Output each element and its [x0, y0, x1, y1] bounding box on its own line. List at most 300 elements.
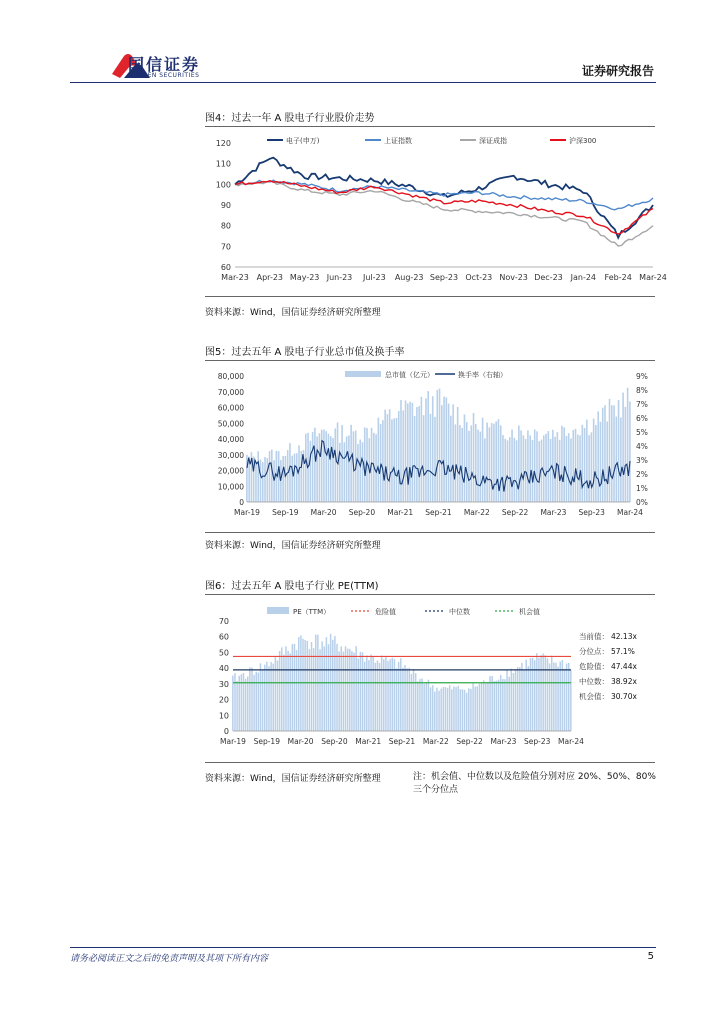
market-cap-bar [421, 397, 423, 502]
market-cap-bar [504, 439, 506, 502]
x-tick-label: Mar-23 [540, 508, 567, 517]
market-cap-bar [575, 429, 577, 502]
pe-bar [536, 653, 538, 731]
market-cap-bar [280, 460, 282, 502]
market-cap-bar [577, 435, 579, 502]
market-cap-bar [625, 407, 627, 502]
pe-bar [462, 689, 464, 731]
market-cap-bar [502, 435, 504, 502]
market-cap-bar [586, 420, 588, 502]
pe-bar [466, 693, 468, 731]
legend-label: 深证成指 [479, 137, 507, 145]
market-cap-bar [325, 431, 327, 502]
pe-bar [311, 642, 313, 731]
market-cap-bar [418, 406, 420, 502]
y2-tick-label: 5% [636, 428, 648, 437]
pe-bar [532, 658, 534, 731]
market-cap-bar [436, 390, 438, 502]
market-cap-bar [398, 411, 400, 502]
pe-bar [521, 663, 523, 731]
annotation-value: 42.13x [611, 632, 637, 641]
market-cap-bar [611, 405, 613, 502]
market-cap-bar [606, 422, 608, 502]
y2-tick-label: 7% [636, 400, 648, 409]
market-cap-bar [593, 419, 595, 502]
market-cap-bar [536, 431, 538, 502]
market-cap-bar [285, 456, 287, 502]
series-line [235, 181, 653, 246]
figure-5-title: 图5：过去五年 A 股电子行业总市值及换手率 [205, 347, 405, 358]
y-tick-label: 10 [218, 711, 229, 721]
pe-bar [487, 682, 489, 731]
market-cap-bar [348, 436, 350, 502]
market-cap-bar [450, 416, 452, 502]
market-cap-bar [470, 425, 472, 502]
y-tick-label: 90 [220, 201, 231, 210]
pe-bar [432, 685, 434, 731]
annotation-label: 当前值： [579, 632, 609, 641]
market-cap-bar [439, 389, 441, 502]
pe-bar [438, 691, 440, 731]
market-cap-bar [563, 427, 565, 502]
pe-bar [372, 656, 374, 731]
x-tick-label: Mar-22 [422, 737, 449, 746]
annotation-label: 危险值： [579, 662, 609, 671]
pe-bar [264, 665, 266, 731]
market-cap-bar [491, 423, 493, 502]
market-cap-bar [595, 425, 597, 502]
figure-4-source: 资料来源：Wind，国信证券经济研究所整理 [205, 308, 381, 318]
logo-english-name: GUOSEN SECURITIES [128, 72, 200, 79]
market-cap-bar [405, 400, 407, 502]
pe-bar [417, 681, 419, 731]
pe-bar [338, 651, 340, 731]
pe-bar [272, 664, 274, 731]
y-tick-label: 80 [220, 221, 231, 231]
market-cap-bar [310, 441, 312, 502]
stock-trend-chart [205, 128, 667, 290]
market-cap-bar [495, 421, 497, 502]
y2-tick-label: 1% [636, 484, 648, 493]
x-tick-label: Mar-20 [287, 737, 314, 746]
pe-bar [436, 688, 438, 731]
market-cap-bar [380, 424, 382, 502]
figure-5-source: 资料来源：Wind，国信证券经济研究所整理 [205, 541, 381, 551]
pe-bar [392, 658, 394, 731]
market-cap-bar [550, 439, 552, 502]
annotation-value: 47.44x [611, 662, 637, 671]
pe-bar [553, 662, 555, 731]
y-tick-label: 60 [218, 632, 229, 642]
market-cap-bar [518, 426, 520, 502]
pe-bar [515, 669, 517, 731]
x-tick-label: Oct-23 [465, 273, 493, 282]
x-tick-label: Mar-21 [387, 508, 414, 517]
market-cap-bar [414, 416, 416, 502]
pe-bar [243, 673, 245, 731]
pe-bar [262, 669, 264, 731]
pe-bar [568, 663, 570, 731]
market-cap-bar [316, 436, 318, 502]
y2-tick-label: 4% [636, 442, 648, 451]
x-tick-label: Sep-23 [524, 737, 551, 746]
pe-bar [445, 687, 447, 731]
y-tick-label: 0 [239, 498, 244, 507]
pe-bar [566, 664, 568, 731]
pe-bar [387, 661, 389, 731]
market-cap-bar [375, 434, 377, 502]
legend-label: PE（TTM） [293, 608, 331, 616]
pe-bar [270, 662, 272, 731]
x-tick-label: Mar-23 [221, 273, 249, 282]
market-cap-bar [482, 418, 484, 502]
series-line [235, 181, 653, 234]
pe-bar [379, 663, 381, 731]
market-cap-bar [455, 424, 457, 502]
market-cap-bar [616, 417, 618, 502]
pe-bar [234, 673, 236, 731]
pe-bar [260, 663, 262, 731]
pe-bar [534, 660, 536, 731]
market-cap-bar [514, 438, 516, 502]
y-tick-label: 120 [215, 139, 231, 148]
pe-bar [443, 687, 445, 731]
market-cap-bar [341, 425, 343, 502]
x-tick-label: May-23 [289, 273, 320, 282]
market-cap-bar [529, 435, 531, 502]
legend-swatch [345, 371, 381, 377]
pe-bar [481, 682, 483, 731]
market-cap-bar [434, 417, 436, 502]
market-cap-bar [459, 425, 461, 502]
pe-bar [470, 689, 472, 731]
y-tick-label: 50 [218, 648, 229, 658]
x-tick-label: Mar-24 [617, 508, 643, 517]
pe-bar [313, 648, 315, 731]
pe-bar [557, 667, 559, 731]
pe-bar [423, 684, 425, 731]
pe-bar [302, 639, 304, 731]
pe-bar [296, 650, 298, 731]
market-cap-bar [294, 454, 296, 502]
market-cap-bar [516, 440, 518, 502]
market-cap-bar [264, 457, 266, 502]
market-cap-bar [407, 404, 409, 502]
legend-label: 换手率（右轴） [458, 371, 507, 379]
market-cap-bar [582, 425, 584, 502]
pe-bar [245, 679, 247, 731]
pe-bar [402, 668, 404, 731]
pe-bar [247, 676, 249, 731]
market-cap-bar [409, 402, 411, 502]
x-tick-label: Sep-21 [388, 737, 416, 746]
market-cap-bar [493, 424, 495, 502]
pe-bar [483, 680, 485, 731]
pe-bar [419, 679, 421, 731]
pe-bar [307, 641, 309, 731]
figure-6-top-rule [205, 594, 655, 595]
pe-bar [398, 662, 400, 731]
legend-label: 中位数 [449, 608, 470, 616]
pe-bar [385, 656, 387, 731]
pe-bar [491, 676, 493, 731]
market-cap-bar [591, 432, 593, 502]
market-cap-bar [618, 400, 620, 502]
pe-bar [292, 644, 294, 731]
pe-bar [562, 660, 564, 731]
market-cap-bar [477, 430, 479, 502]
y-tick-label: 60 [220, 263, 231, 272]
market-cap-bar [452, 404, 454, 502]
pe-bar [328, 644, 330, 731]
pe-bar [474, 687, 476, 731]
y-tick-label: 70 [218, 617, 229, 626]
market-cap-bar [291, 456, 293, 502]
market-cap-bar [396, 418, 398, 502]
market-cap-bar [525, 439, 527, 502]
x-tick-label: Mar-23 [490, 737, 517, 746]
pe-bar [258, 673, 260, 731]
market-cap-bar [507, 440, 509, 502]
pe-bar [517, 667, 519, 731]
x-tick-label: Mar-24 [639, 273, 667, 282]
market-cap-bar [378, 418, 380, 502]
legend-label: 危险值 [375, 608, 396, 616]
y-tick-label: 10,000 [217, 482, 244, 492]
pe-bar [381, 656, 383, 731]
pe-bar [440, 689, 442, 731]
pe-bar [319, 649, 321, 731]
legend-label: 机会值 [519, 608, 540, 616]
pe-bar [434, 692, 436, 731]
pe-bar [559, 661, 561, 731]
pe-bar [549, 663, 551, 731]
y-tick-label: 30 [218, 679, 229, 689]
pe-bar [496, 681, 498, 731]
market-cap-bar [464, 414, 466, 502]
market-cap-bar [423, 415, 425, 502]
market-cap-bar [432, 396, 434, 502]
pe-bar [555, 663, 557, 731]
market-cap-bar [489, 427, 491, 502]
y2-tick-label: 0% [636, 498, 648, 507]
market-cap-bar [475, 424, 477, 502]
x-tick-label: Aug-23 [394, 273, 424, 282]
pe-bar [545, 655, 547, 731]
market-cap-bar [282, 456, 284, 502]
market-cap-bar [330, 436, 332, 502]
pe-bar [508, 677, 510, 731]
market-cap-bar [597, 411, 599, 502]
market-cap-bar [387, 414, 389, 502]
pe-bar [400, 658, 402, 731]
market-cap-bar [545, 434, 547, 502]
figure-6-source: 资料来源：Wind，国信证券经济研究所整理 [205, 774, 381, 784]
market-cap-bar [278, 451, 280, 502]
market-cap-bar [289, 443, 291, 502]
figure-6-title: 图6：过去五年 A 股电子行业 PE(TTM) [205, 581, 379, 592]
market-cap-bar [323, 430, 325, 502]
market-cap-bar [260, 460, 262, 502]
market-cap-bar [568, 433, 570, 502]
y-tick-label: 80,000 [217, 372, 244, 381]
pe-bar [396, 668, 398, 731]
market-cap-bar [412, 403, 414, 502]
pe-bar [404, 665, 406, 731]
market-cap-bar [357, 444, 359, 502]
y-tick-label: 40 [218, 664, 229, 674]
y-tick-label: 60,000 [217, 403, 244, 413]
pe-bar [498, 680, 500, 731]
pe-bar [564, 669, 566, 731]
pe-bar [570, 670, 572, 731]
figure-4-bottom-rule [205, 296, 655, 297]
pe-bar [343, 652, 345, 731]
pe-bar [430, 687, 432, 731]
market-cap-bar [287, 450, 289, 502]
x-tick-label: Sep-21 [425, 508, 452, 517]
pe-bar [368, 660, 370, 731]
market-cap-bar [443, 397, 445, 502]
y2-tick-label: 3% [636, 456, 648, 465]
legend-label: 电子(申万) [286, 137, 320, 145]
pe-bar [375, 663, 377, 731]
pe-ttm-chart [205, 596, 660, 752]
legend-swatch [267, 607, 289, 614]
pe-bar [523, 670, 525, 731]
x-tick-label: Mar-22 [463, 508, 490, 517]
y2-tick-label: 6% [636, 414, 648, 423]
pe-bar [347, 649, 349, 731]
pe-bar [409, 668, 411, 731]
pe-bar [266, 662, 268, 731]
market-cap-bar [538, 441, 540, 502]
figure-6-note: 注：机会值、中位数以及危险值分别对应 20%、50%、80%三个分位点 [413, 772, 656, 795]
header-divider [70, 82, 656, 83]
pe-bar [364, 662, 366, 731]
legend-label: 总市值（亿元） [385, 371, 434, 379]
x-tick-label: Jun-23 [326, 273, 353, 282]
x-tick-label: Sep-19 [253, 737, 280, 746]
pe-bar [415, 673, 417, 731]
pe-bar [275, 656, 277, 731]
market-cap-bar [298, 445, 300, 502]
pe-bar [304, 640, 306, 731]
x-tick-label: Sep-19 [272, 508, 299, 517]
x-tick-label: Sep-22 [456, 737, 483, 746]
x-tick-label: Feb-24 [604, 273, 632, 282]
market-cap-bar [266, 458, 268, 502]
pe-bar [370, 655, 372, 731]
pe-bar [309, 649, 311, 731]
market-cap-bar [486, 423, 488, 502]
market-cap-bar [416, 407, 418, 502]
pe-bar [453, 686, 455, 731]
figure-4-top-rule [205, 126, 655, 127]
y2-tick-label: 2% [636, 470, 648, 479]
pe-bar [421, 678, 423, 731]
pe-bar [468, 688, 470, 731]
market-cap-bar [509, 437, 511, 502]
y-tick-label: 30,000 [217, 450, 244, 460]
x-tick-label: Jul-23 [362, 273, 386, 282]
logo-chinese-name: 国信证券 [128, 55, 201, 74]
pe-bar [277, 661, 279, 731]
market-cap-bar [613, 405, 615, 502]
x-tick-label: Apr-23 [256, 273, 284, 282]
market-cap-bar [561, 426, 563, 502]
legend-label: 沪深300 [569, 137, 597, 145]
x-tick-label: Sep-22 [501, 508, 529, 517]
x-tick-label: Sep-20 [348, 508, 376, 517]
pe-bar [332, 640, 334, 731]
pe-bar [457, 686, 459, 731]
pe-bar [289, 653, 291, 731]
annotation-value: 57.1% [611, 647, 635, 656]
pe-bar [451, 689, 453, 731]
pe-bar [455, 687, 457, 731]
market-cap-bar [334, 428, 336, 502]
pe-bar [477, 686, 479, 731]
pe-bar [283, 655, 285, 731]
market-cap-bar [548, 431, 550, 502]
market-cap-turnover-chart [205, 362, 660, 522]
pe-bar [341, 646, 343, 731]
pe-bar [324, 646, 326, 731]
market-cap-bar [262, 462, 264, 502]
market-cap-bar [382, 420, 384, 502]
pe-bar [232, 676, 234, 731]
pe-bar [464, 690, 466, 731]
market-cap-bar [344, 442, 346, 502]
pe-bar [353, 653, 355, 731]
pe-bar [460, 689, 462, 731]
market-cap-bar [584, 428, 586, 502]
pe-bar [406, 668, 408, 731]
pe-bar [355, 646, 357, 731]
pe-bar [326, 637, 328, 731]
annotation-value: 30.70x [611, 692, 637, 701]
market-cap-bar [346, 436, 348, 502]
market-cap-bar [271, 450, 273, 502]
pe-bar [281, 647, 283, 731]
pe-bar [504, 679, 506, 731]
pe-bar [285, 646, 287, 731]
pe-bar [236, 681, 237, 731]
market-cap-bar [588, 435, 590, 502]
market-cap-bar [534, 429, 536, 502]
market-cap-bar [622, 393, 624, 502]
y-tick-label: 20,000 [217, 466, 244, 476]
x-tick-label: Sep-23 [578, 508, 605, 517]
pe-bar [485, 683, 487, 731]
market-cap-bar [257, 451, 259, 502]
pe-bar [366, 655, 368, 731]
x-tick-label: Mar-20 [310, 508, 337, 517]
market-cap-bar [441, 405, 443, 502]
pe-bar [428, 680, 430, 731]
market-cap-bar [480, 432, 482, 502]
pe-bar [479, 684, 481, 731]
market-cap-bar [350, 425, 352, 502]
pe-bar [298, 637, 300, 731]
pe-bar [255, 672, 257, 731]
footer-disclaimer: 请务必阅读正文之后的免责声明及其项下所有内容 [70, 954, 269, 964]
pe-bar [530, 658, 532, 731]
pe-bar [362, 652, 364, 731]
pe-bar [279, 651, 281, 731]
market-cap-bar [484, 438, 486, 502]
